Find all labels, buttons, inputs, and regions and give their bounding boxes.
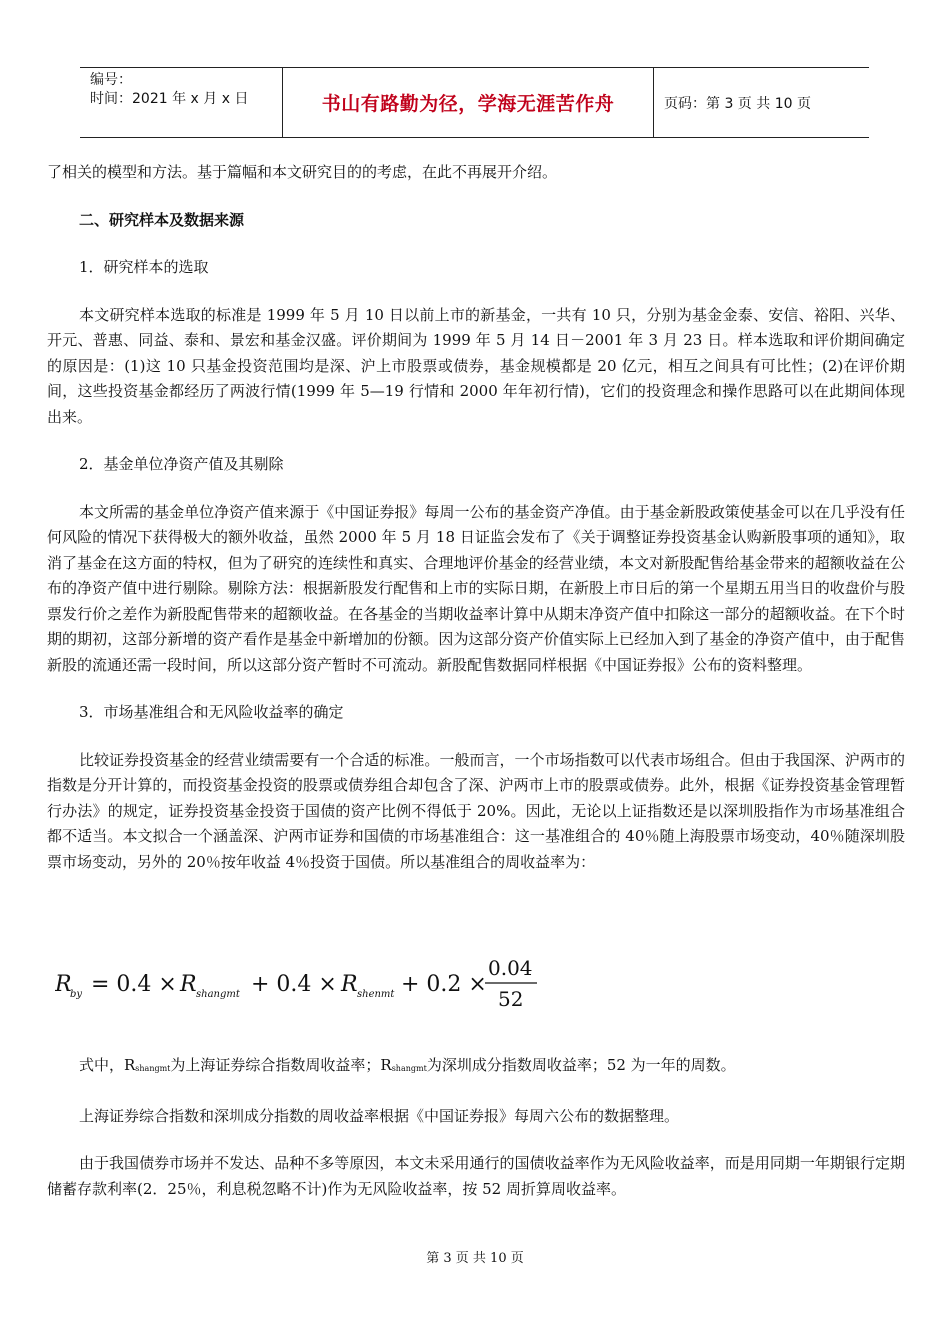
main-content <box>47 160 905 875</box>
explanation-sub-2: shangmt <box>391 1064 427 1073</box>
formula-r2-sub: shenmt <box>357 989 395 1000</box>
paragraph-benchmark: 比较证券投资基金的经营业绩需要有一个合适的标准。一般而言，一个市场指数可以代表市场组合。但由于我国深、沪两市的指数是分开计算的，而投资基金投资的股票或债券组合却包含了深、沪两市上市的股票或债券。此外，根据《证券投资基金管理暂行办法》的规定，证券投资基金投资于国债的资产比例不得低于 20%。因此，无论以上证指数还是以深圳股指作为市场基准组合都不适当。本文拟合一个涵盖深、沪两市证券和国债的市场基准组合：这一基准组合的 40％随上海股票市场变动，40％随深圳股票市场变动，另外的 20％按年收益 4％投资于国债。所以基准组合的周收益率为： <box>47 750 905 871</box>
formula-eq: = 0.4 × <box>91 972 177 997</box>
formula-lhs: R <box>55 972 72 997</box>
paragraph-formula-explanation <box>47 1053 905 1082</box>
page-footer: 第 3 页 共 10 页 <box>426 1251 524 1266</box>
formula-denominator: 52 <box>498 987 524 1011</box>
formula-numerator: 0.04 <box>488 956 533 980</box>
formula-plus1: + 0.4 × <box>251 972 337 997</box>
motto-text: 书山有路勤为径，学海无涯苦作舟 <box>321 93 615 115</box>
formula-r2: R <box>341 972 358 997</box>
subsection-heading-3: 3．市场基准组合和无风险收益率的确定 <box>79 703 344 721</box>
subsection-heading-2: 2．基金单位净资产值及其剔除 <box>79 455 284 473</box>
page-label: 页码：第 3 页 共 10 页 <box>664 95 811 112</box>
paragraph-net-asset-value: 本文所需的基金单位净资产值来源于《中国证券报》每周一公布的基金资产净值。由于基金新股政策使基金可以在几乎没有任何风险的情况下获得极大的额外收益，虽然 2000 年 5 月 18 日证监会发布了《关于调整证券投资基金认购新股事项的通知》，取消了基金在这方面的特权，但为了研究的连续性和真实、合理地评价基金的经营业绩，本文对新股配售给基金带来的超额收益在公布的净资产值中进行剔除。剔除方法：根据新股发行配售和上市的实际日期，在新股上市日后的第一个星期五用当日的收盘价与股票发行价之差作为新股配售带来的超额收益。在各基金的当期收益率计算中从期末净资产值中扣除这一部分的超额收益。在下个时期的期初，这部分新增的资产看作是基金中新增加的份额。因为这部分资产价值实际上已经加入到了基金的净资产值中，由于配售新股的流通还需一段时间，所以这部分资产暂时不可流动。新股配售数据同样根据《中国证券报》公布的资料整理。 <box>47 502 905 674</box>
paragraph-continuation: 了相关的模型和方法。基于篇幅和本文研究目的的考虑，在此不再展开介绍。 <box>47 163 558 181</box>
formula-plus2: + 0.2 × <box>401 972 487 997</box>
header-motto-cell <box>282 68 654 137</box>
paragraph-risk-free-rate: 由于我国债券市场并不发达、品种不多等原因，本文未采用通行的国债收益率作为无风险收益率，而是用同期一年期银行定期储蓄存款利率(2．25％，利息税忽略不计)作为无风险收益率，按 52 周折算周收益率。 <box>47 1154 905 1198</box>
paragraph-index-source: 上海证券综合指数和深圳成分指数的周收益率根据《中国证券报》每周六公布的数据整理。 <box>79 1106 680 1125</box>
section-heading: 二、研究样本及数据来源 <box>79 210 245 229</box>
header-meta <box>80 68 282 137</box>
time-label: 时间：2021 年 x 月 x 日 <box>90 91 249 107</box>
number-label: 编号： <box>90 72 132 88</box>
header-page-cell <box>654 68 869 137</box>
explanation-part-2: 为上海证券综合指数周收益率；R <box>170 1056 392 1074</box>
paragraph-sample-selection: 本文研究样本选取的标准是 1999 年 5 月 10 日以前上市的新基金，一共有 10 只，分别为基金金泰、安信、裕阳、兴华、开元、普惠、同益、泰和、景宏和基金汉盛。评价期间为 1999 年 5 月 14 日－2001 年 3 月 23 日。样本选取和评价期间确定的原因是：(1)这 10 只基金投资范围均是深、沪上市股票或债券，基金规模都是 20 亿元，相互之间具有可比性；(2)在评价期间，这些投资基金都经历了两波行情(1999 年 5—19 行情和 2000 年年初行情)，它们的投资理念和操作思路可以在此期间体现出来。 <box>47 305 905 426</box>
formula-r1-sub: shangmt <box>196 989 240 1000</box>
explanation-part-3: 为深圳成分指数周收益率；52 为一年的周数。 <box>426 1056 736 1074</box>
formula-r1: R <box>180 972 197 997</box>
benchmark-formula <box>55 955 545 1015</box>
formula-svg <box>55 955 545 1015</box>
header-table <box>80 67 869 138</box>
subsection-heading-1: 1．研究样本的选取 <box>79 258 209 276</box>
post-formula-content <box>47 1053 905 1202</box>
explanation-sub-1: shangmt <box>135 1064 171 1073</box>
formula-lhs-sub: by <box>70 989 83 1000</box>
explanation-part-1: 式中，R <box>79 1056 136 1074</box>
